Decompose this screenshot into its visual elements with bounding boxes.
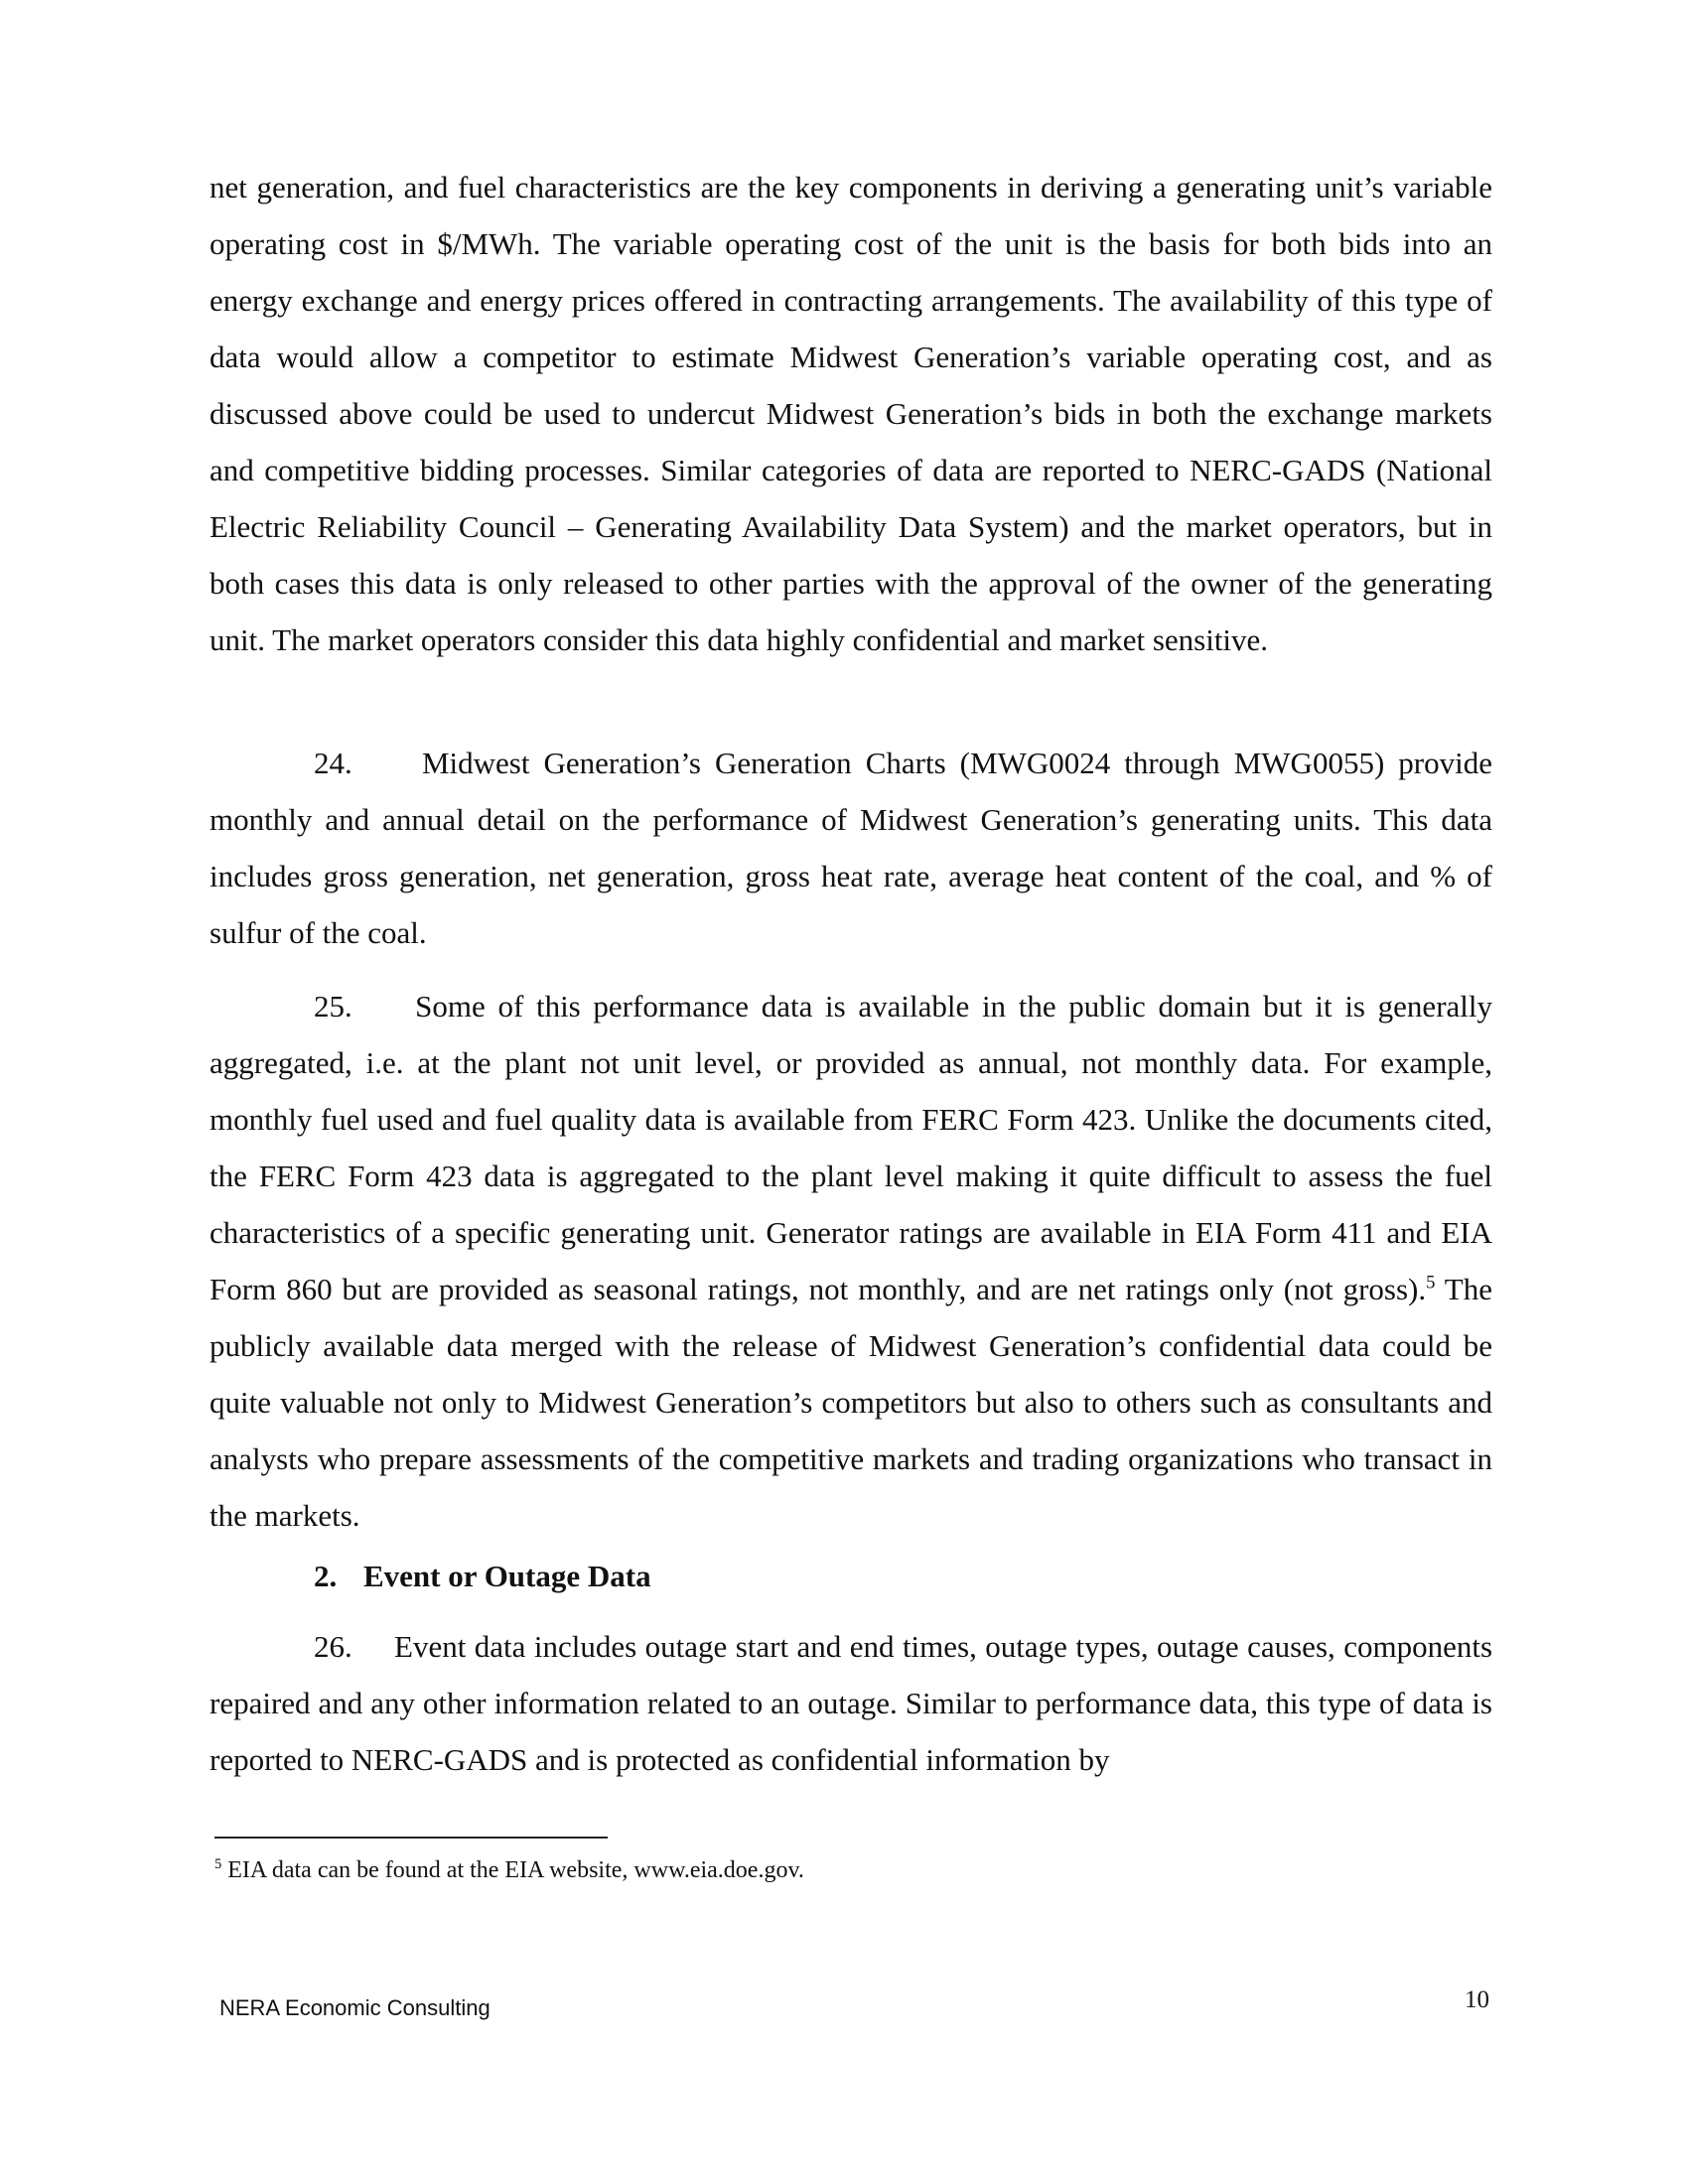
- paragraph-text: Some of this performance data is available in the public domain but it is generally aggregated, i.e. at the plant not unit level, or provided as annual, not monthly data. For example, monthly fuel used and fuel quality data is available from FERC Form 423. Unlike the documents cited, the FERC Form 423 data is aggregated to the plant level making it quite difficult to assess the fuel characteristics of a specific generating unit. Generator ratings are available in EIA Form 411 and EIA Form 860 but are provided as seasonal ratings, not monthly, and are net ratings only (not gross).: [210, 989, 1493, 1306]
- paragraph-26: [210, 1618, 1492, 1788]
- section-title: Event or Outage Data: [363, 1559, 651, 1593]
- paragraph-text-continued: The publicly available data merged with the release of Midwest Generation’s confidential data could be quite valuable not only to Midwest Generation’s competitors but also to others such as consultants and analysts who prepare assessments of the competitive markets and trading organizations who transact in the markets.: [210, 1272, 1492, 1533]
- paragraph-24: [210, 735, 1492, 961]
- footnote-text: EIA data can be found at the EIA website, www.eia.doe.gov.: [221, 1857, 804, 1883]
- footnote: [214, 1854, 804, 1886]
- paragraph-continued: [210, 159, 1492, 668]
- paragraph-text: net generation, and fuel characteristics are the key components in deriving a generating unit’s variable operating cost in $/MWh. The variable operating cost of the unit is the basis for both bids into an energy exchange and energy prices offered in contracting arrangements. The availability of this type of data would allow a competitor to estimate Midwest Generation’s variable operating cost, and as discussed above could be used to undercut Midwest Generation’s bids in both the exchange markets and competitive bidding processes. Similar categories of data are reported to NERC-GADS (National Electric Reliability Council – Generating Availability Data System) and the market operators, but in both cases this data is only released to other parties with the approval of the owner of the generating unit. The market operators consider this data highly confidential and market sensitive.: [210, 170, 1492, 657]
- footnote-marker: 5: [214, 1856, 222, 1872]
- paragraph-number: 24.: [314, 746, 352, 780]
- paragraph-25: [210, 978, 1492, 1544]
- paragraph-number: 25.: [314, 989, 352, 1024]
- paragraph-text: Midwest Generation’s Generation Charts (MWG0024 through MWG0055) provide monthly and annual detail on the performance of Midwest Generation’s generating units. This data includes gross generation, net generation, gross heat rate, average heat content of the coal, and % of sulfur of the coal.: [210, 746, 1492, 950]
- page-number: 10: [1465, 1986, 1489, 2013]
- paragraph-text: Event data includes outage start and end times, outage types, outage causes, components repaired and any other information related to an outage. Similar to performance data, this type of data is reported to NERC-GADS and is protected as confidential information by: [210, 1629, 1493, 1777]
- section-number: 2.: [314, 1559, 338, 1593]
- footnote-reference: 5: [1426, 1272, 1436, 1294]
- section-heading: [314, 1557, 651, 1596]
- footer-organization: NERA Economic Consulting: [219, 1995, 491, 2020]
- footnote-divider: [214, 1837, 608, 1839]
- paragraph-number: 26.: [314, 1629, 352, 1664]
